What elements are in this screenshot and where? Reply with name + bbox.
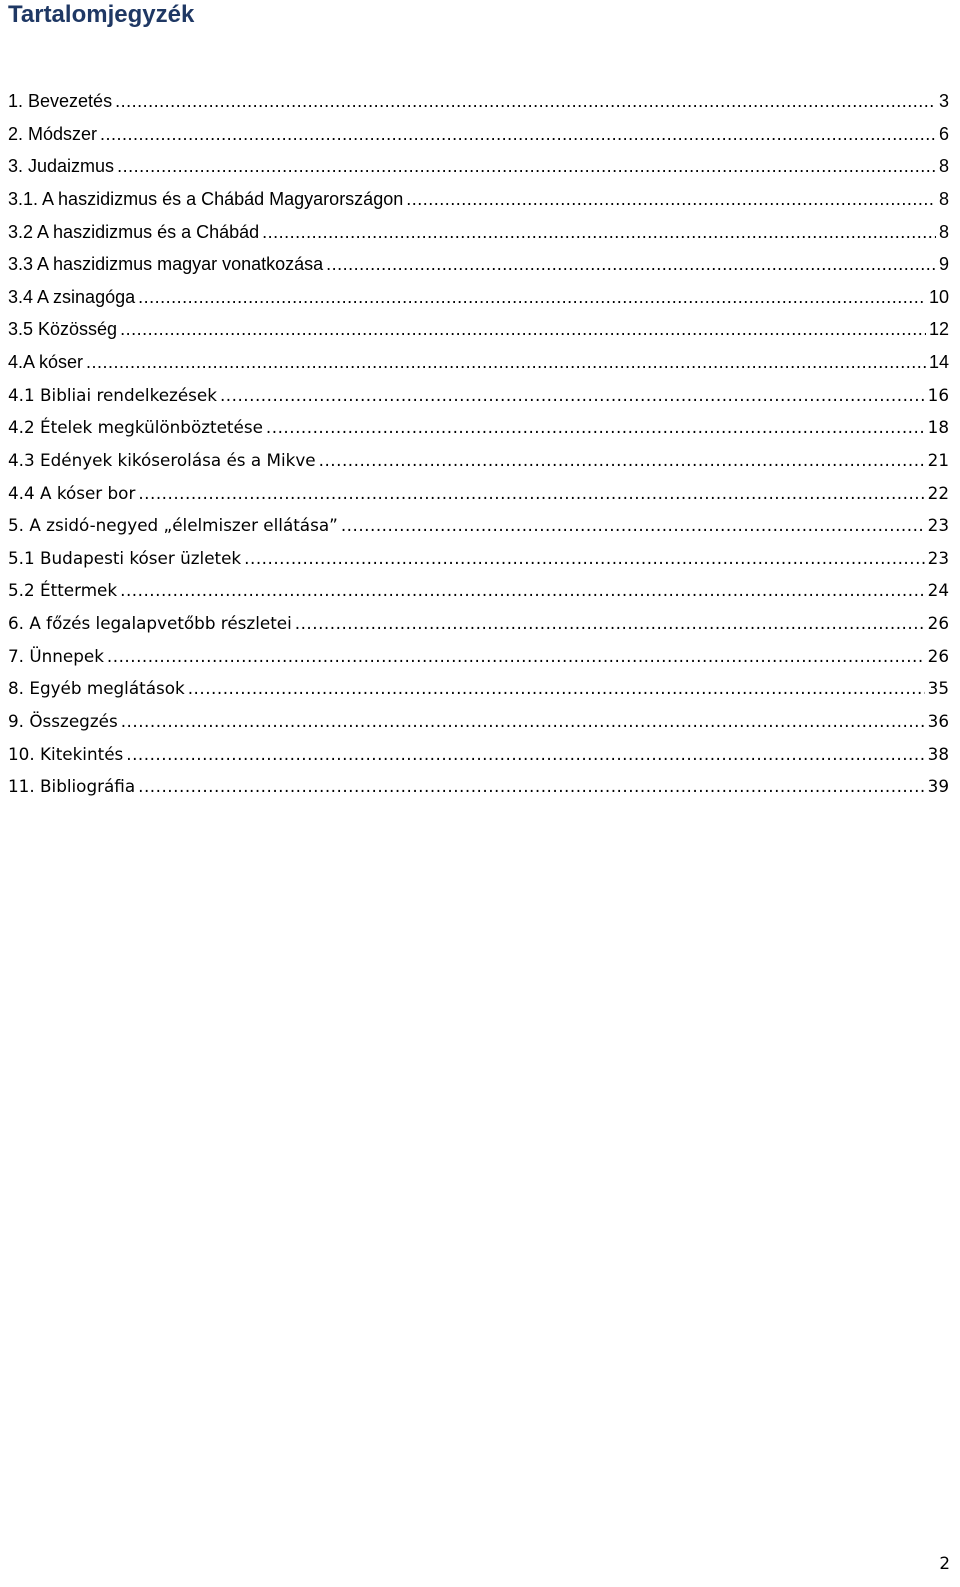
toc-leader-dots: [262, 222, 936, 243]
toc-entry-page: 23: [927, 547, 949, 568]
toc-entry-page: 23: [927, 515, 949, 536]
toc-entry-label: 3.5 Közösség: [8, 319, 118, 340]
toc-entry-page: 9: [938, 254, 949, 275]
toc-leader-dots: [295, 613, 925, 633]
toc-entry[interactable]: [8, 124, 949, 157]
toc-entry-label: 3. Judaizmus: [8, 156, 115, 177]
toc-entry-page: 8: [938, 188, 949, 209]
toc-entry[interactable]: [8, 319, 949, 352]
toc-leader-dots: [138, 776, 925, 796]
page-number: 2: [939, 1553, 950, 1573]
toc-leader-dots: [86, 352, 926, 373]
toc-entry[interactable]: [8, 613, 949, 646]
toc-entry-page: 6: [938, 123, 949, 144]
toc-entry-page: 36: [927, 710, 949, 731]
toc-entry-page: 12: [928, 319, 949, 340]
toc-entry[interactable]: [8, 711, 949, 744]
toc-entry-label: 4.3 Edények kikóserolása és a Mikve: [8, 449, 316, 470]
toc-entry[interactable]: [8, 483, 949, 516]
toc-entry[interactable]: [8, 254, 949, 287]
toc-leader-dots: [121, 711, 925, 731]
toc-entry-page: 38: [927, 743, 949, 764]
toc-entry-label: 4.1 Bibliai rendelkezések: [8, 384, 217, 405]
toc-entry-label: 11. Bibliográfia: [8, 776, 136, 797]
toc-leader-dots: [244, 548, 924, 568]
toc-entry-page: 10: [928, 286, 949, 307]
toc-leader-dots: [117, 156, 936, 177]
toc-entry[interactable]: [8, 417, 949, 450]
toc-entry-label: 4.A kóser: [8, 352, 84, 372]
toc-leader-dots: [266, 417, 925, 437]
toc-entry[interactable]: [8, 91, 949, 124]
toc-entry-label: 5.1 Budapesti kóser üzletek: [8, 547, 242, 568]
toc-entry-label: 3.2 A haszidizmus és a Chábád: [8, 221, 260, 242]
table-of-contents: [8, 91, 949, 809]
toc-leader-dots: [120, 319, 926, 340]
toc-entry-page: 16: [927, 384, 949, 405]
toc-leader-dots: [326, 254, 936, 275]
toc-entry-label: 3.4 A zsinagóga: [8, 286, 136, 307]
toc-leader-dots: [107, 646, 925, 666]
toc-entry-label: 3.1. A haszidizmus és a Chábád Magyarországon: [8, 188, 404, 209]
toc-entry-page: 26: [927, 645, 949, 666]
toc-entry[interactable]: [8, 744, 949, 777]
toc-leader-dots: [188, 678, 925, 698]
toc-leader-dots: [220, 385, 925, 405]
toc-leader-dots: [406, 189, 936, 210]
toc-entry-page: 18: [927, 417, 949, 438]
toc-leader-dots: [120, 580, 925, 600]
toc-entry-label: 5. A zsidó-negyed „élelmiszer ellátása”: [8, 515, 338, 536]
toc-entry-label: 10. Kitekintés: [8, 743, 124, 764]
toc-entry[interactable]: [8, 385, 949, 418]
toc-entry-page: 8: [938, 156, 949, 177]
toc-entry-label: 7. Ünnepek: [8, 645, 104, 666]
toc-entry[interactable]: [8, 515, 949, 548]
toc-entry-label: 8. Egyéb meglátások: [8, 678, 185, 699]
toc-entry[interactable]: [8, 548, 949, 581]
toc-entry[interactable]: [8, 450, 949, 483]
toc-entry-page: 8: [938, 221, 949, 242]
toc-entry[interactable]: [8, 580, 949, 613]
toc-entry-page: 3: [938, 91, 949, 111]
toc-entry[interactable]: [8, 352, 949, 385]
toc-leader-dots: [126, 744, 924, 764]
toc-leader-dots: [100, 124, 936, 145]
toc-entry-label: 1. Bevezetés: [8, 91, 113, 111]
toc-leader-dots: [341, 515, 925, 535]
toc-entry-page: 39: [927, 776, 949, 797]
toc-entry-page: 24: [927, 580, 949, 601]
toc-entry-label: 3.3 A haszidizmus magyar vonatkozása: [8, 254, 324, 275]
toc-entry-label: 6. A főzés legalapvetőbb részletei: [8, 613, 292, 633]
toc-leader-dots: [319, 450, 925, 470]
toc-entry-label: 9. Összegzés: [8, 710, 118, 731]
toc-entry[interactable]: [8, 287, 949, 320]
toc-entry-label: 4.2 Ételek megkülönböztetése: [8, 417, 263, 438]
toc-entry[interactable]: [8, 222, 949, 255]
toc-entry-page: 21: [927, 449, 949, 470]
toc-entry[interactable]: [8, 678, 949, 711]
toc-leader-dots: [138, 287, 926, 308]
toc-entry[interactable]: [8, 646, 949, 679]
toc-entry-page: 22: [927, 482, 949, 503]
toc-entry[interactable]: [8, 776, 949, 809]
toc-entry[interactable]: [8, 156, 949, 189]
toc-entry[interactable]: [8, 189, 949, 222]
toc-entry-page: 35: [927, 678, 949, 699]
toc-leader-dots: [115, 91, 936, 112]
toc-entry-label: 5.2 Éttermek: [8, 580, 118, 601]
page-title: Tartalomjegyzék: [8, 1, 195, 28]
toc-entry-page: 26: [927, 613, 949, 633]
toc-entry-label: 2. Módszer: [8, 123, 98, 144]
toc-entry-page: 14: [928, 352, 949, 372]
toc-leader-dots: [138, 483, 924, 503]
toc-entry-label: 4.4 A kóser bor: [8, 482, 136, 503]
